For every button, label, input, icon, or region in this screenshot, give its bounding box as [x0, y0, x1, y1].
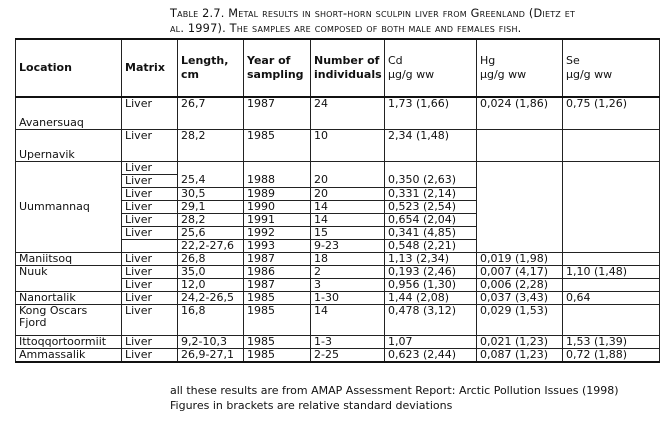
- length-cell: 28,2: [178, 129, 244, 161]
- header-length-unit: cm: [181, 68, 199, 81]
- matrix-cell: Liver: [122, 174, 178, 187]
- year-cell: 1992: [244, 226, 311, 239]
- number-cell: 15: [311, 226, 385, 239]
- table-row: [16, 348, 660, 362]
- cd-cell: 1,44 (2,08): [385, 291, 477, 304]
- year-cell: 1987: [244, 97, 311, 129]
- blank-cell: [311, 161, 385, 174]
- location-cell: Nanortalik: [16, 291, 122, 304]
- se-cell: [563, 278, 660, 291]
- year-cell: 1993: [244, 239, 311, 252]
- hg-cell: 0,029 (1,53): [477, 304, 563, 335]
- year-cell: 1988: [244, 174, 311, 187]
- matrix-cell: Liver: [122, 278, 178, 291]
- header-length: [178, 39, 244, 97]
- table-body: [16, 97, 660, 362]
- length-cell: 30,5: [178, 187, 244, 200]
- length-cell: 24,2-26,5: [178, 291, 244, 304]
- number-cell: 14: [311, 304, 385, 335]
- location-cell: Uummannaq: [16, 161, 122, 252]
- number-cell: 10: [311, 129, 385, 161]
- blank-cell: [244, 161, 311, 174]
- matrix-cell: Liver: [122, 187, 178, 200]
- year-cell: 1987: [244, 278, 311, 291]
- number-cell: 18: [311, 252, 385, 265]
- se-cell: 0,72 (1,88): [563, 348, 660, 362]
- table-row: [16, 161, 660, 174]
- metal-results-table: [15, 38, 660, 363]
- year-cell: 1989: [244, 187, 311, 200]
- number-cell: 3: [311, 278, 385, 291]
- length-cell: 25,4: [178, 174, 244, 187]
- year-cell: 1990: [244, 200, 311, 213]
- cd-cell: 1,07: [385, 335, 477, 348]
- matrix-cell: Liver: [122, 200, 178, 213]
- year-cell: 1986: [244, 265, 311, 278]
- matrix-cell: Liver: [122, 129, 178, 161]
- table-row: [16, 129, 660, 161]
- number-cell: 1-3: [311, 335, 385, 348]
- year-cell: 1985: [244, 348, 311, 362]
- location-cell: Ittoqqortoormiit: [16, 335, 122, 348]
- number-cell: 24: [311, 97, 385, 129]
- table-row: [16, 335, 660, 348]
- cd-cell: 0,478 (3,12): [385, 304, 477, 335]
- year-cell: 1985: [244, 304, 311, 335]
- hg-cell: 0,006 (2,28): [477, 278, 563, 291]
- header-cd-unit: µg/g ww: [388, 68, 435, 81]
- se-cell: [563, 161, 660, 252]
- number-cell: 14: [311, 213, 385, 226]
- cd-cell: 0,193 (2,46): [385, 265, 477, 278]
- blank-cell: [178, 161, 244, 174]
- number-cell: 14: [311, 200, 385, 213]
- hg-cell: 0,007 (4,17): [477, 265, 563, 278]
- matrix-cell: Liver: [122, 252, 178, 265]
- length-cell: 12,0: [178, 278, 244, 291]
- cd-cell: 0,341 (4,85): [385, 226, 477, 239]
- header-matrix: Matrix: [122, 39, 178, 97]
- source-note: all these results are from AMAP Assessment Report: Arctic Pollution Issues (1998): [170, 384, 619, 397]
- hg-cell: [477, 161, 563, 252]
- table-row: [16, 252, 660, 265]
- header-hg: [477, 39, 563, 97]
- hg-cell: 0,021 (1,23): [477, 335, 563, 348]
- header-number: Number of individuals: [311, 39, 385, 97]
- cd-cell: 1,13 (2,34): [385, 252, 477, 265]
- length-cell: 9,2-10,3: [178, 335, 244, 348]
- matrix-cell: [122, 239, 178, 252]
- number-cell: 9-23: [311, 239, 385, 252]
- header-year: Year of sampling: [244, 39, 311, 97]
- table-row: [16, 304, 660, 335]
- length-cell: 22,2-27,6: [178, 239, 244, 252]
- length-cell: 29,1: [178, 200, 244, 213]
- matrix-cell: Liver: [122, 304, 178, 335]
- length-cell: 16,8: [178, 304, 244, 335]
- number-cell: 2-25: [311, 348, 385, 362]
- length-cell: 26,7: [178, 97, 244, 129]
- matrix-cell: Liver: [122, 335, 178, 348]
- matrix-cell: Liver: [122, 226, 178, 239]
- matrix-cell: Liver: [122, 161, 178, 174]
- header-row: [16, 39, 660, 97]
- header-hg-unit: µg/g ww: [480, 68, 527, 81]
- length-cell: 35,0: [178, 265, 244, 278]
- cd-cell: 0,331 (2,14): [385, 187, 477, 200]
- header-length-label: Length,: [181, 54, 229, 67]
- matrix-cell: Liver: [122, 97, 178, 129]
- hg-cell: [477, 129, 563, 161]
- cd-cell: 0,548 (2,21): [385, 239, 477, 252]
- cd-cell: 0,956 (1,30): [385, 278, 477, 291]
- location-cell: Maniitsoq: [16, 252, 122, 265]
- cd-cell: 1,73 (1,66): [385, 97, 477, 129]
- number-cell: 1-30: [311, 291, 385, 304]
- location-cell: Ammassalik: [16, 348, 122, 362]
- header-cd-label: Cd: [388, 54, 403, 67]
- header-se: [563, 39, 660, 97]
- caption-line-2: al. 1997). The samples are composed of both male and females fish.: [170, 22, 522, 35]
- matrix-cell: Liver: [122, 291, 178, 304]
- location-cell: Nuuk: [16, 265, 122, 291]
- matrix-cell: Liver: [122, 213, 178, 226]
- length-cell: 28,2: [178, 213, 244, 226]
- se-cell: [563, 129, 660, 161]
- number-cell: 20: [311, 174, 385, 187]
- location-cell: Upernavik: [16, 129, 122, 161]
- header-hg-label: Hg: [480, 54, 496, 67]
- cd-cell: 0,623 (2,44): [385, 348, 477, 362]
- hg-cell: 0,024 (1,86): [477, 97, 563, 129]
- se-cell: [563, 304, 660, 335]
- year-cell: 1987: [244, 252, 311, 265]
- cd-cell: 2,34 (1,48): [385, 129, 477, 161]
- year-cell: 1985: [244, 291, 311, 304]
- location-cell: Kong Oscars Fjord: [16, 304, 122, 335]
- cd-cell: 0,350 (2,63): [385, 174, 477, 187]
- cd-cell: 0,523 (2,54): [385, 200, 477, 213]
- location-cell: Avanersuaq: [16, 97, 122, 129]
- header-location: Location: [16, 39, 122, 97]
- blank-cell: [385, 161, 477, 174]
- table-caption: [170, 6, 660, 36]
- se-cell: [563, 252, 660, 265]
- header-se-unit: µg/g ww: [566, 68, 613, 81]
- table-row: [16, 97, 660, 129]
- table-row: [16, 265, 660, 278]
- caption-line-1: Table 2.7. Metal results in short-horn sculpin liver from Greenland (Dietz et: [170, 7, 576, 20]
- year-cell: 1991: [244, 213, 311, 226]
- length-cell: 25,6: [178, 226, 244, 239]
- number-cell: 20: [311, 187, 385, 200]
- header-cd: [385, 39, 477, 97]
- number-cell: 2: [311, 265, 385, 278]
- hg-cell: 0,019 (1,98): [477, 252, 563, 265]
- year-cell: 1985: [244, 129, 311, 161]
- rsd-note: Figures in brackets are relative standard deviations: [170, 399, 453, 412]
- hg-cell: 0,087 (1,23): [477, 348, 563, 362]
- length-cell: 26,8: [178, 252, 244, 265]
- se-cell: 1,53 (1,39): [563, 335, 660, 348]
- matrix-cell: Liver: [122, 265, 178, 278]
- se-cell: 1,10 (1,48): [563, 265, 660, 278]
- table-row: [16, 291, 660, 304]
- matrix-cell: Liver: [122, 348, 178, 362]
- hg-cell: 0,037 (3,43): [477, 291, 563, 304]
- se-cell: 0,75 (1,26): [563, 97, 660, 129]
- se-cell: 0,64: [563, 291, 660, 304]
- header-se-label: Se: [566, 54, 580, 67]
- length-cell: 26,9-27,1: [178, 348, 244, 362]
- year-cell: 1985: [244, 335, 311, 348]
- table-notes: [170, 383, 619, 413]
- cd-cell: 0,654 (2,04): [385, 213, 477, 226]
